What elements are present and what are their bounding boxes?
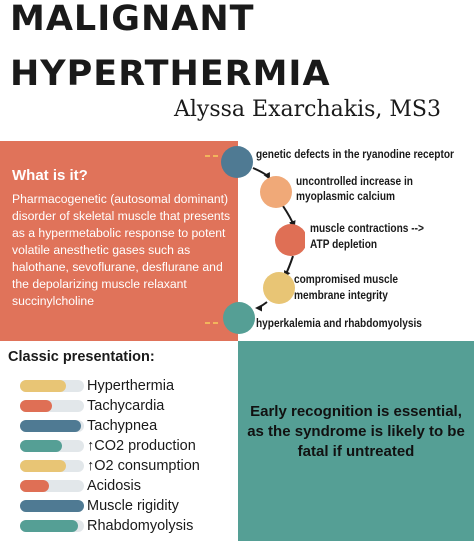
pathway-step-4-label-line-1: compromised muscle — [294, 274, 399, 286]
pathway-step-3-marker — [275, 224, 305, 256]
presentation-item-acidosis — [20, 477, 235, 495]
author-name: Alyssa Exarchakis, MS3 — [174, 97, 441, 122]
pathway-step-5-marker — [223, 302, 255, 334]
presentation-item-tachycardia — [20, 397, 235, 415]
pill-fill — [20, 440, 62, 452]
presentation-label: ↑CO2 production — [87, 438, 196, 454]
pathway-step-1-marker — [221, 146, 253, 178]
presentation-item-muscle-rigidity — [20, 497, 235, 515]
presentation-label: Tachycardia — [87, 398, 165, 414]
presentation-item-hyperthermia — [20, 377, 235, 395]
presentation-item-tachypnea — [20, 417, 235, 435]
what-is-it-heading: What is it? — [12, 167, 88, 184]
presentation-label: Acidosis — [87, 478, 141, 494]
pathway-diagram — [195, 140, 305, 340]
pathway-step-3-label-line-2: ATP depletion — [310, 239, 378, 251]
callout-text: Early recognition is essential, as the syndrome is likely to be fatal if untreated — [247, 403, 465, 460]
pathway-step-2-label-line-2: myoplasmic calcium — [296, 191, 395, 203]
pill-fill — [20, 480, 49, 492]
pathway-step-4-label-line-2: membrane integrity — [294, 290, 388, 302]
pathway-arrow-1 — [253, 168, 269, 178]
presentation-label: Muscle rigidity — [87, 498, 179, 514]
presentation-item-rhabdomyolysis — [20, 517, 235, 535]
pathway-step-2-label-line-1: uncontrolled increase in — [296, 176, 413, 188]
pathway-arrow-4 — [257, 302, 267, 308]
pill-fill — [20, 400, 52, 412]
presentation-label: Rhabdomyolysis — [87, 518, 194, 534]
presentation-label: Tachypnea — [87, 418, 158, 434]
pill-fill — [20, 500, 84, 512]
pathway-step-3-label-line-1: muscle contractions --> — [310, 223, 424, 235]
pathway-step-1-label: genetic defects in the ryanodine receptor — [256, 149, 454, 161]
page-title-line-2: HYPERTHERMIA — [10, 54, 331, 94]
pill-fill — [20, 520, 78, 532]
pill-fill — [20, 460, 66, 472]
what-is-it-description: Pharmacogenetic (autosomal dominant) disorder of skeletal muscle that presents as a hypermetabolic response to potent volatile anesthetic gases such as halothane, sevoflurane, desflurane and the depolarizing muscle relaxant succinylcholine — [12, 192, 231, 308]
pathway-arrow-2 — [283, 206, 294, 226]
pill-fill — [20, 420, 81, 432]
pathway-step-2-marker — [260, 176, 292, 208]
presentation-label: ↑O2 consumption — [87, 458, 200, 474]
pill-fill — [20, 380, 66, 392]
pathway-arrow-3 — [285, 256, 293, 276]
pathway-step-4-marker — [263, 272, 295, 304]
presentation-item-co2-production — [20, 437, 235, 455]
classic-presentation-heading: Classic presentation: — [8, 349, 155, 365]
presentation-label: Hyperthermia — [87, 378, 175, 394]
page-title-line-1: MALIGNANT — [10, 0, 255, 39]
presentation-item-o2-consumption — [20, 457, 235, 475]
pathway-step-5-label: hyperkalemia and rhabdomyolysis — [256, 318, 422, 330]
